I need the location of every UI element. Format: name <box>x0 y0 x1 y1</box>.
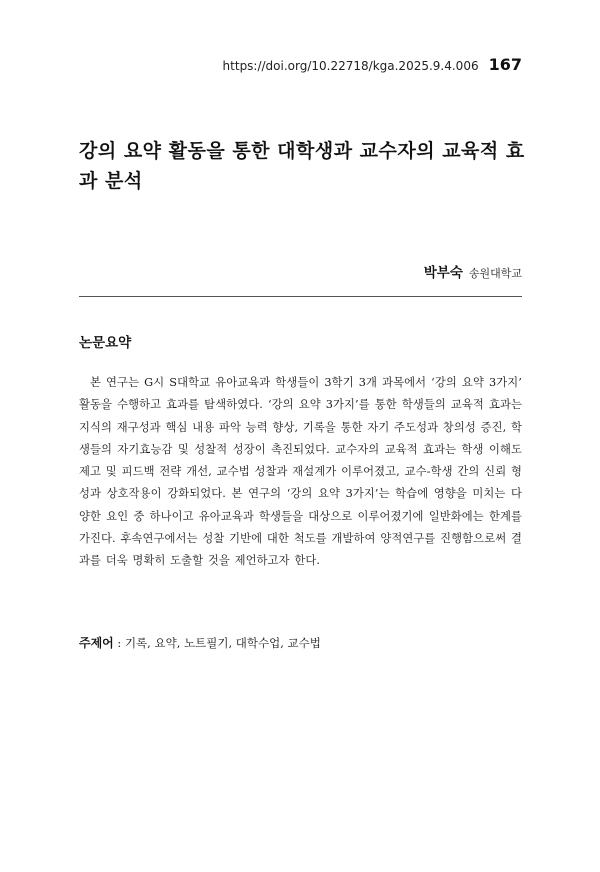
keywords-separator: : <box>113 636 125 650</box>
keywords-list: 기록, 요약, 노트필기, 대학수업, 교수법 <box>124 636 321 650</box>
page-number: 167 <box>488 55 522 74</box>
author-line <box>424 261 522 281</box>
abstract-body: 본 연구는 G시 S대학교 유아교육과 학생들이 3학기 3개 과목에서 ‘강의 요약 3가지’ 활동을 수행하고 효과를 탐색하였다. ‘강의 요약 3가지’를 통한 학생들의 교육적 효과는 지식의 재구성과 핵심 내용 파악 능력 향상, 기록을 통한 자기 주도성과 창의성 증진, 학생들의 자기효능감 및 성찰적 성장이 촉진되었다. 교수자의 교육적 효과는 학생 이해도 제고 및 피드백 전략 개선, 교수법 성찰과 재설계가 이루어졌고, 교수-학생 간의 신뢰 형성과 상호작용이 강화되었다. 본 연구의 ‘강의 요약 3가지’는 학습에 영향을 미치는 다양한 요인 중 하나이고 유아교육과 학생들을 대상으로 이루어졌기에 일반화에는 한계를 가진다. 후속연구에서는 성찰 기반에 대한 척도를 개발하여 양적연구를 진행함으로써 결과를 더욱 명확히 도출할 것을 제언하고자 한다. <box>79 376 522 568</box>
keywords <box>79 633 522 653</box>
author-affiliation: 송원대학교 <box>468 267 522 280</box>
section-divider <box>79 296 522 297</box>
keywords-label: 주제어 <box>79 636 114 650</box>
abstract-heading: 논문요약 <box>79 335 132 351</box>
running-header <box>223 55 522 74</box>
paper-title: 강의 요약 활동을 통한 대학생과 교수자의 교육적 효과 분석 <box>79 140 525 192</box>
author-name: 박부숙 <box>423 265 463 281</box>
doi-link[interactable]: https://doi.org/10.22718/kga.2025.9.4.006 <box>222 59 479 73</box>
